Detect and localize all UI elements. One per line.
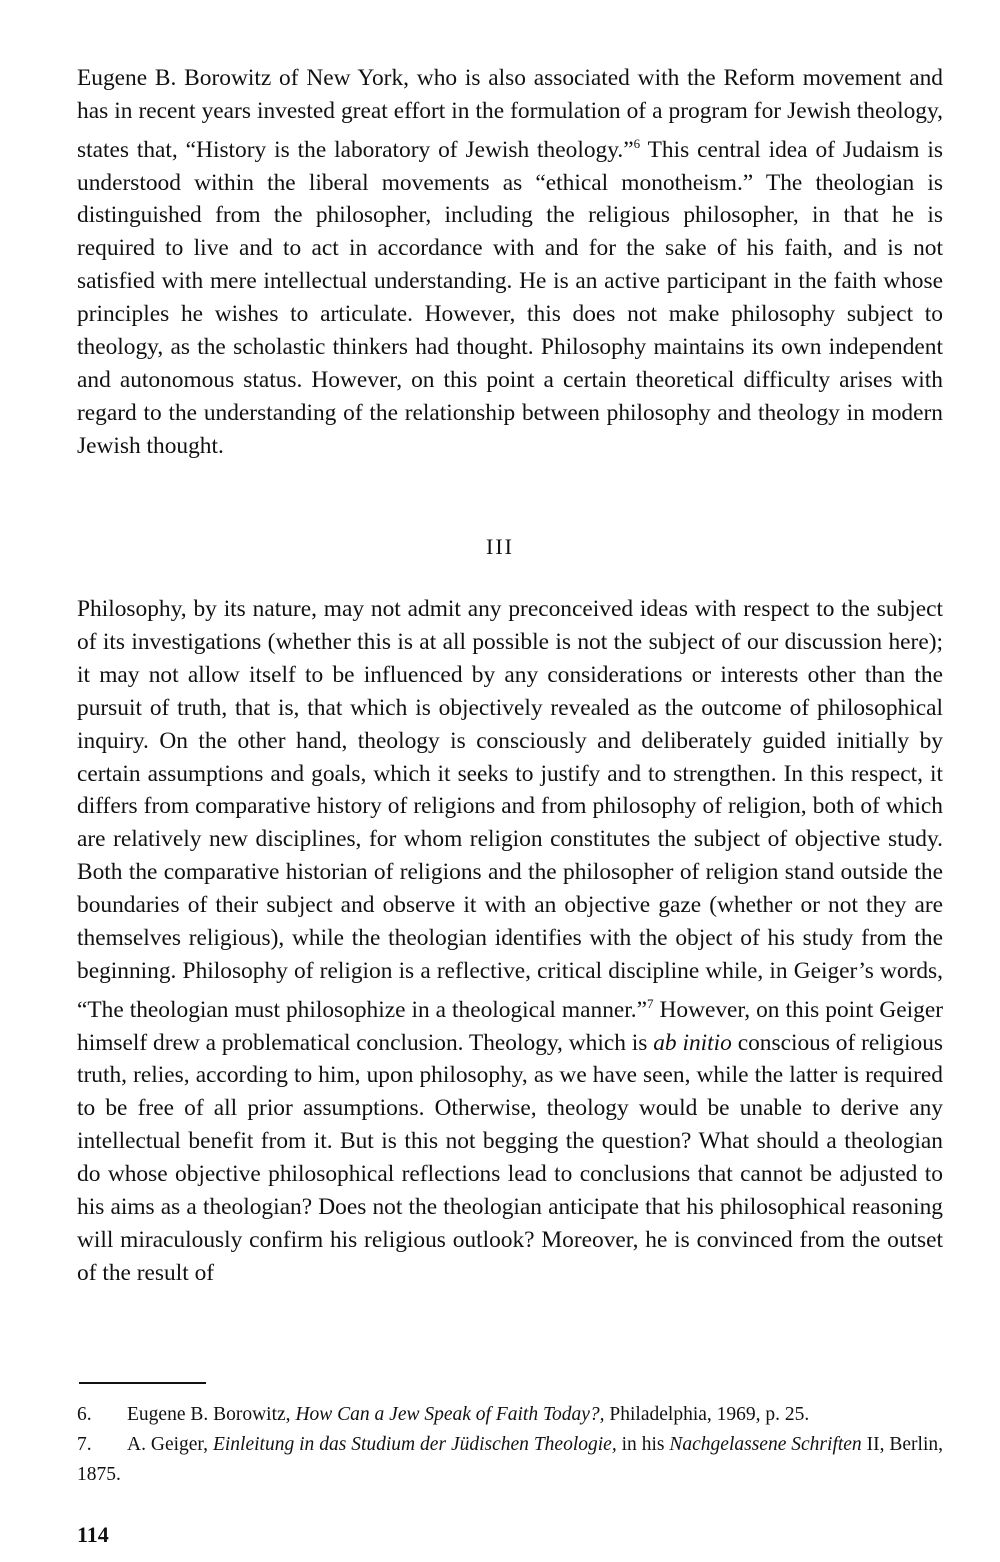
footnote-middle: in his [616,1434,670,1455]
page-number: 114 [77,1522,109,1547]
paragraph-2-italic: ab initio [653,1029,732,1056]
footnote-title-2: Nachgelassene Schriften [669,1434,862,1455]
footnote-number: 7. [77,1434,92,1455]
footnote-number: 6. [77,1404,92,1425]
footnote-author: A. Geiger, [127,1434,213,1455]
footnote-ref-6: 6 [633,135,641,151]
footnote-author: Eugene B. Borowitz, [127,1404,296,1425]
footnote-title: How Can a Jew Speak of Faith Today?, [295,1404,605,1425]
footnote-title: Einleitung in das Studium der Jüdischen Theologie, [212,1434,617,1455]
paragraph-1-text-b: This central idea of Judaism is understood within the liberal movements as “ethical monotheism.” The theologian is distinguished from the philosopher, including the religious philosopher, in that he is required to live and to act in accordance with and for the sake of his faith, and is not satisfied with mere intellectual understanding. He is an active participant in the faith whose principles he wishes to articulate. However, this does not make philosophy subject to theology, as the scholastic thinkers had thought. Philosophy maintains its own independent and autonomous status. However, on this point a certain theoretical difficulty arises with regard to the understanding of the relationship between philosophy and theology in modern Jewish thought. [77,136,943,459]
footnote-rest: Philadelphia, 1969, p. 25. [604,1404,810,1425]
paragraph-2-text-c: conscious of religious truth, relies, according to him, upon philosophy, as we have seen, while the latter is required to be free of all prior assumptions. Otherwise, theology would be unable to derive any intellectual benefit from it. But is this not begging the question? What should a theologian do whose objective philosophical reflections lead to conclusions that cannot be adjusted to his aims as a theologian? Does not the theologian anticipate that his philosophical reasoning will miraculously confirm his religious outlook? Moreover, he is convinced from the outset of the result of [77,1029,944,1286]
paragraph-1 [77,62,943,463]
section-heading: III [486,534,514,559]
paragraph-2-text-b: However, on this point Geiger himself drew a problematical conclusion. Theology, which is [77,996,943,1056]
paragraph-1-text-a: Eugene B. Borowitz of New York, who is also associated with the Reform movement and has in recent years invested great effort in the formulation of a program for Jewish theology, states that, “History is the laboratory of Jewish theology.” [77,65,943,163]
footnote-ref-7: 7 [647,995,654,1011]
paragraph-2 [77,593,943,1290]
footnote-6 [77,1400,943,1430]
paragraph-2-text-a: Philosophy, by its nature, may not admit any preconceived ideas with respect to the subject of its investigations (whether this is at all possible is not the subject of our discussion here); it may not allow itself to be influenced by any considerations or interests other than the pursuit of truth, that is, that which is objectively revealed as the outcome of philosophical inquiry. On the other hand, theology is consciously and deliberately guided initially by certain assumptions and goals, which it seeks to justify and to strengthen. In this respect, it differs from comparative history of religions and from philosophy of religion, both of which are relatively new disciplines, for whom religion constitutes the subject of objective study. Both the comparative historian of religions and the philosopher of religion stand outside the boundaries of their subject and observe it with an objective gaze (whether or not they are themselves religious), while the theologian identifies with the object of his study from the beginning. Philosophy of religion is a reflective, critical discipline while, in Geiger’s words, “The theologian must philosophize in a theological manner.” [77,596,943,1023]
footnote-7 [77,1430,943,1490]
footnotes [77,1400,943,1490]
footnote-rest: II, Berlin, 1875. [77,1434,944,1485]
footnote-rule [79,1382,206,1384]
